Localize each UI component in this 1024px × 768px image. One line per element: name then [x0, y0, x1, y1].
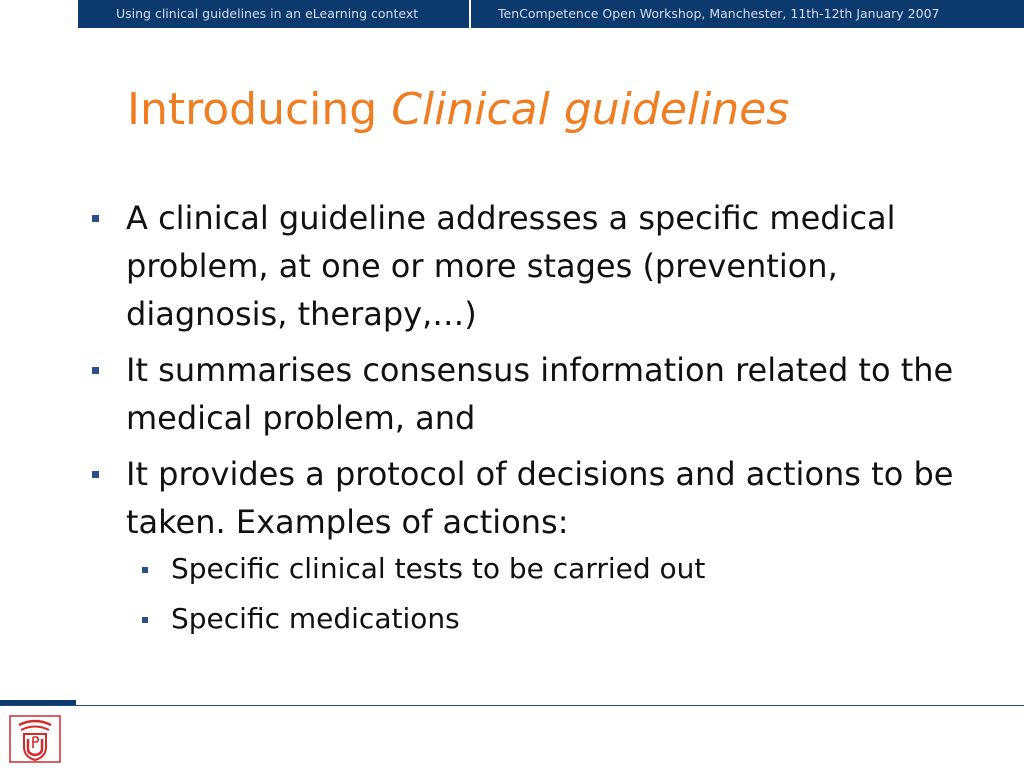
header-left-text: Using clinical guidelines in an eLearning context	[116, 6, 419, 21]
footer-rule	[0, 705, 1024, 706]
bullet-marker-icon	[92, 471, 99, 478]
university-shield-logo-icon	[9, 715, 61, 763]
bullet-marker-icon	[92, 215, 99, 222]
sub-bullet-marker-icon	[142, 567, 148, 573]
header-left-edge	[0, 0, 78, 28]
page-title	[127, 80, 789, 140]
sub-bullet-text: Specific clinical tests to be carried out	[171, 552, 706, 585]
bullet-item	[86, 450, 986, 638]
sub-bullet-item	[132, 600, 986, 638]
header-divider	[469, 0, 471, 28]
bullet-text: It provides a protocol of decisions and actions to be taken. Examples of actions:	[126, 455, 954, 541]
header-right-text: TenCompetence Open Workshop, Manchester, 11th-12th January 2007	[498, 6, 940, 21]
bullet-list	[86, 194, 986, 650]
bullet-text: It summarises consensus information related to the medical problem, and	[126, 351, 954, 437]
sub-bullet-list	[132, 550, 986, 638]
header-bar	[0, 0, 1024, 28]
bullet-item	[86, 346, 986, 442]
sub-bullet-marker-icon	[142, 617, 148, 623]
bullet-text: A clinical guideline addresses a specific medical problem, at one or more stages (prevention, diagnosis, therapy,…)	[126, 199, 896, 333]
sub-bullet-text: Specific medications	[171, 602, 460, 635]
title-plain: Introducing	[127, 84, 392, 135]
sub-bullet-item	[132, 550, 986, 588]
bullet-item	[86, 194, 986, 338]
bullet-marker-icon	[92, 367, 99, 374]
title-italic: Clinical guidelines	[391, 84, 790, 135]
